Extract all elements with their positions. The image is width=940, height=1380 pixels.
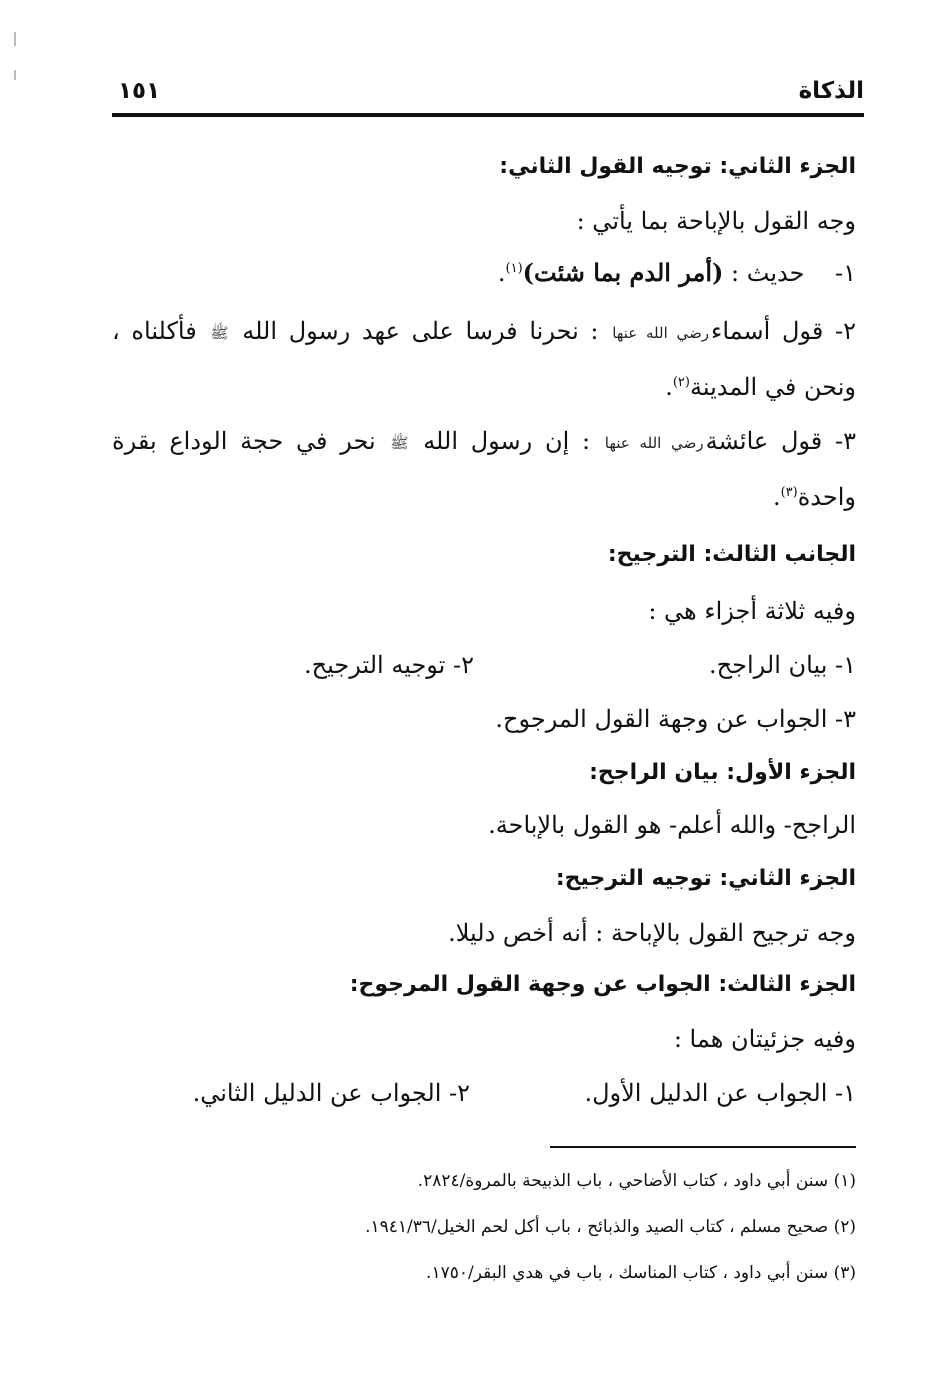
honorific-mark: رضي الله عنها xyxy=(612,323,710,342)
preferred-opinion: الراجح- والله أعلم- هو القول بالإباحة. xyxy=(488,811,856,839)
list-item-3-continued: واحدة$^{(٣)}$. xyxy=(772,483,856,511)
honorific-mark: ﷺ xyxy=(390,433,409,452)
honorific-mark: رضي الله عنها xyxy=(604,433,704,452)
page-header xyxy=(112,78,864,114)
part-three-item-2: ٢- الجواب عن الدليل الثاني. xyxy=(192,1079,470,1107)
item-number: ٢- xyxy=(834,317,856,345)
intro-reasons: وجه القول بالإباحة بما يأتي : xyxy=(576,207,856,235)
running-title: الذكاة xyxy=(798,78,864,104)
heading-part-two: الجزء الثاني: توجيه القول الثاني: xyxy=(499,154,856,179)
honorific-mark: ﷺ xyxy=(210,323,229,342)
list-item-2-continued: ونحن في المدينة$^{(٢)}$. xyxy=(665,373,856,401)
list-item-3 xyxy=(112,424,856,460)
item-text: قول أسماء xyxy=(711,317,824,345)
side-three-item-3: ٣- الجواب عن وجهة القول المرجوح. xyxy=(495,705,856,733)
header-rule xyxy=(112,113,864,117)
hadith-text: (أمر الدم بما شئت) xyxy=(522,258,724,287)
part-three-item-1: ١- الجواب عن الدليل الأول. xyxy=(584,1079,856,1107)
footnote-rule xyxy=(550,1146,856,1148)
part-three-intro: وفيه جزئيتان هما : xyxy=(673,1025,856,1053)
heading-side-three: الجانب الثالث: الترجيح: xyxy=(607,542,856,567)
scan-mark xyxy=(14,32,16,46)
item-text: واحدة xyxy=(797,483,856,511)
list-item-1: ١- حديث : (أمر الدم بما شئت)$^{(١)}$. xyxy=(497,258,856,287)
page-number: ١٥١ xyxy=(118,78,161,104)
footnote-ref: (٣) xyxy=(780,485,798,500)
scan-mark xyxy=(14,70,16,80)
item-text: حديث : xyxy=(731,259,805,287)
side-three-intro: وفيه ثلاثة أجزاء هي : xyxy=(648,597,856,625)
item-number: ١- xyxy=(835,259,856,287)
item-text: نحر في حجة الوداع بقرة xyxy=(112,427,376,455)
footnote-3: (٣) سنن أبي داود ، كتاب المناسك ، باب في هدي البقر/١٧٥٠. xyxy=(426,1263,856,1283)
item-number: ٣- xyxy=(835,427,856,455)
item-text: فأكلناه ، xyxy=(112,317,197,345)
list-item-2 xyxy=(112,314,856,350)
heading-part-two-b: الجزء الثاني: توجيه الترجيح: xyxy=(555,866,856,891)
side-three-item-2: ٢- توجيه الترجيح. xyxy=(304,651,474,679)
footnote-ref: (١) xyxy=(505,261,523,276)
heading-part-three: الجزء الثالث: الجواب عن وجهة القول المرجوح: xyxy=(349,972,856,997)
side-three-item-1: ١- بيان الراجح. xyxy=(709,651,856,679)
footnote-2: (٢) صحيح مسلم ، كتاب الصيد والذبائح ، باب أكل لحم الخيل/١٩٤١/٣٦. xyxy=(365,1217,856,1237)
heading-part-one: الجزء الأول: بيان الراجح: xyxy=(589,760,856,785)
item-text: ونحن في المدينة xyxy=(689,373,856,401)
item-text: : نحرنا فرسا على عهد رسول الله xyxy=(242,317,599,345)
footnote-ref: (٢) xyxy=(672,375,690,390)
preference-reason: وجه ترجيح القول بالإباحة : أنه أخص دليلا. xyxy=(448,919,856,947)
item-text: : إن رسول الله xyxy=(423,427,591,455)
item-text: قول عائشة xyxy=(705,427,823,455)
footnote-1: (١) سنن أبي داود ، كتاب الأضاحي ، باب الذبيحة بالمروة/٢٨٢٤. xyxy=(417,1171,856,1191)
